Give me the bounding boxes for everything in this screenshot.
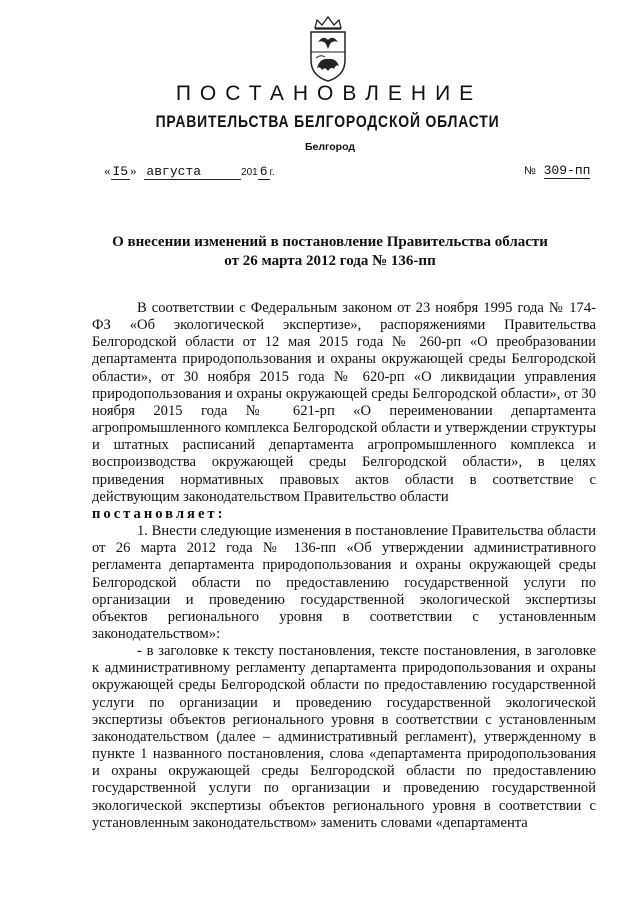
issuer-subtitle: ПРАВИТЕЛЬСТВА БЕЛГОРОДСКОЙ ОБЛАСТИ bbox=[155, 112, 500, 131]
paragraph-item-1-dash: - в заголовке к тексту постановления, тексте постановления, в заголовке к административному регламенту департамента природопользования и охраны окружающей среды Белгородской области по предоставлению государственной услуги по организации и проведению государственной экологической экспертизы объектов регионального уровня в соответствии с установленным законодательством (далее – административный регламент), утвержденному в пункте 1 названного постановления, слова «департамента природопользования и охраны окружающей среды Белгородской области по предоставлению государственной услуги по организации и проведению государственной экологической экспертизы объектов регионального уровня в соответствии с установленным законодательством» заменить словами «департамента bbox=[92, 643, 596, 831]
date-day: I5 bbox=[112, 164, 129, 179]
date-year-prefix: 201 bbox=[241, 167, 258, 178]
date-open-quote: « bbox=[104, 163, 111, 178]
document-heading bbox=[0, 233, 640, 271]
document-body bbox=[92, 300, 596, 832]
resolves-word: постановляет: bbox=[92, 505, 226, 522]
date-month: августа bbox=[144, 164, 241, 180]
coat-of-arms-icon bbox=[303, 14, 353, 84]
date-close-quote: » bbox=[130, 163, 137, 178]
date-line bbox=[104, 163, 275, 179]
resolves-line bbox=[92, 506, 596, 523]
number-prefix: № bbox=[524, 165, 536, 177]
paragraph-preamble: В соответствии с Федеральным законом от 23 ноября 1995 года № 174-ФЗ «Об экологической экспертизе», распоряжениями Правительства Белгородской области от 12 мая 2015 года № 260-рп «О преобразовании департамента природопользования и охраны окружающей среды Белгородской области», от 30 ноября 2015 года № 620-рп «О ликвидации управления природопользования и охраны окружающей среды Белгородской области», от 30 ноября 2015 года № 621-рп «О переименовании департамента агропромышленного комплекса Белгородской области и утверждении структуры и штатных расписаний департамента агропромышленного комплекса и воспроизводства окружающей среды Белгородской области», в целях приведения нормативных правовых актов области в соответствие с действующим законодательством Правительство области bbox=[92, 300, 596, 505]
date-year-mark: г. bbox=[269, 167, 275, 178]
heading-line-2: от 26 марта 2012 года № 136-пп bbox=[224, 253, 436, 269]
city-label: Белгород bbox=[304, 141, 356, 153]
heading-line-1: О внесении изменений в постановление Правительства области bbox=[112, 234, 548, 250]
number-value: 309-пп bbox=[543, 163, 591, 178]
document-type-title: ПОСТАНОВЛЕНИЕ bbox=[175, 82, 483, 105]
paragraph-item-1: 1. Внести следующие изменения в постановление Правительства области от 26 марта 2012 года № 136-пп «Об утверждении административного регламента департамента природопользования и охраны окружающей среды Белгородской области по предоставлению государственной услуги по организации и проведению государственной экологической экспертизы объектов регионального уровня в соответствии с установленным законодательством»: bbox=[92, 523, 596, 642]
document-number bbox=[524, 163, 590, 178]
date-year-suffix: 6 bbox=[259, 164, 268, 179]
